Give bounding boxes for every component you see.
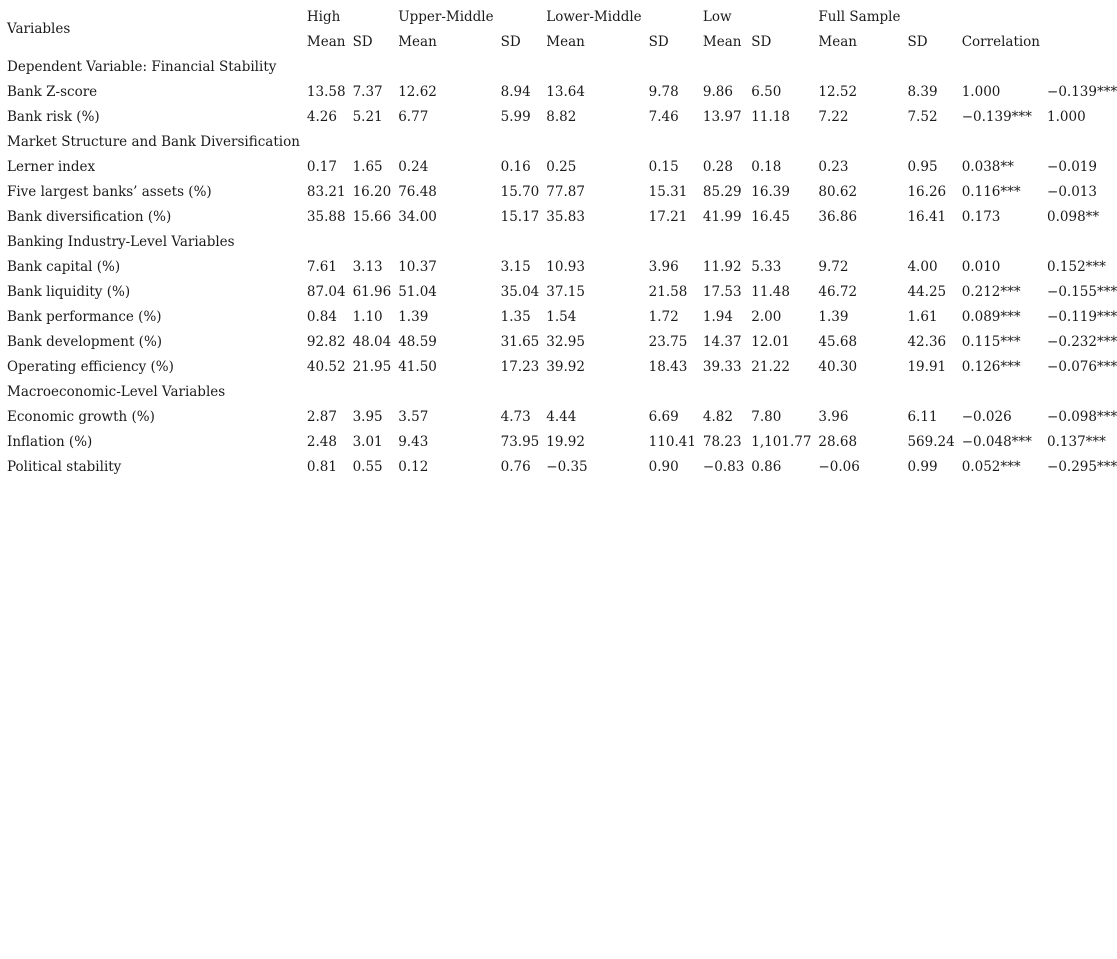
table-cell: 1.000 [961, 83, 1001, 100]
table-cell: −0.026 [961, 408, 1012, 425]
group-header-lower-middle: Lower-Middle [546, 8, 642, 25]
table-cell: −0.076*** [1047, 358, 1117, 375]
section-spacer-cell [539, 54, 641, 79]
mean-header: Mean [702, 33, 742, 50]
section-spacer-cell [346, 229, 392, 254]
table-cell: 21.22 [751, 358, 790, 375]
table-cell: 40.30 [818, 358, 858, 375]
section-spacer-cell [811, 54, 900, 79]
section-spacer-cell [494, 54, 540, 79]
table-cell: 16.45 [751, 208, 790, 225]
table-cell: 3.13 [352, 258, 383, 275]
section-spacer-cell [744, 229, 811, 254]
table-cell: 16.20 [352, 183, 392, 200]
table-cell: 12.52 [818, 83, 858, 100]
table-cell: 7.22 [818, 108, 849, 125]
table-cell: 0.115*** [961, 333, 1021, 350]
table-cell: 13.64 [546, 83, 585, 100]
section-spacer-cell [642, 54, 696, 79]
section-spacer-cell [494, 379, 540, 404]
descriptive-statistics-table [0, 4, 1117, 479]
section-spacer-cell [900, 229, 954, 254]
table-row [0, 354, 1117, 379]
table-cell: 16.39 [751, 183, 790, 200]
table-cell: 48.04 [352, 333, 392, 350]
header-row-groups [0, 4, 1117, 29]
variable-label: Bank Z-score [7, 83, 98, 100]
variable-label: Political stability [7, 458, 122, 475]
table-cell: 0.99 [907, 458, 938, 475]
table-cell: 15.70 [500, 183, 540, 200]
mean-header: Mean [818, 33, 857, 50]
section-spacer-cell [900, 379, 954, 404]
section-spacer-cell [1040, 54, 1117, 79]
section-spacer-cell [900, 129, 954, 154]
table-cell: −0.295*** [1047, 458, 1117, 475]
section-spacer-cell [744, 54, 811, 79]
section-spacer-cell [300, 129, 346, 154]
table-cell: −0.232*** [1047, 333, 1117, 350]
table-cell: 0.038** [961, 158, 1014, 175]
table-cell: 0.86 [751, 458, 782, 475]
correlation-header: Correlation [961, 33, 1041, 50]
table-cell: 0.173 [961, 208, 1001, 225]
section-spacer-cell [696, 54, 744, 79]
table-cell: 0.089*** [961, 308, 1021, 325]
table-cell: 2.48 [306, 433, 337, 450]
section-spacer-cell [300, 54, 346, 79]
table-cell: 4.82 [702, 408, 733, 425]
table-cell: 0.010 [961, 258, 1001, 275]
section-spacer-cell [300, 379, 346, 404]
table-cell: 4.44 [546, 408, 577, 425]
section-header-row [0, 54, 1117, 79]
table-body [0, 4, 1117, 479]
table-cell: 0.152*** [1047, 258, 1106, 275]
table-cell: 15.31 [648, 183, 688, 200]
section-spacer-cell [642, 379, 696, 404]
table-cell: 21.95 [352, 358, 392, 375]
table-cell: 61.96 [352, 283, 392, 300]
section-spacer-cell [391, 229, 493, 254]
table-cell: 0.28 [702, 158, 733, 175]
table-cell: 3.95 [352, 408, 383, 425]
table-cell: 48.59 [398, 333, 437, 350]
table-cell: 3.96 [648, 258, 679, 275]
table-cell: 37.15 [546, 283, 585, 300]
section-spacer-cell [494, 129, 540, 154]
table-cell: 7.37 [352, 83, 383, 100]
table-cell: 5.33 [751, 258, 782, 275]
table-row [0, 254, 1117, 279]
section-spacer-cell [955, 229, 1040, 254]
section-spacer-cell [811, 379, 900, 404]
section-title: Banking Industry-Level Variables [7, 233, 235, 250]
table-cell: 17.23 [500, 358, 540, 375]
table-cell: 17.53 [702, 283, 742, 300]
table-cell: 0.23 [818, 158, 849, 175]
section-spacer-cell [642, 129, 696, 154]
table-cell: 31.65 [500, 333, 540, 350]
table-cell: −0.35 [546, 458, 588, 475]
table-cell: 39.33 [702, 358, 742, 375]
table-cell: 19.92 [546, 433, 585, 450]
sd-header: SD [352, 33, 373, 50]
section-spacer-cell [494, 229, 540, 254]
table-cell: 35.04 [500, 283, 540, 300]
table-cell: 7.52 [907, 108, 938, 125]
table-cell: 6.11 [907, 408, 938, 425]
table-cell: 3.57 [398, 408, 429, 425]
table-cell: 0.16 [500, 158, 531, 175]
group-header-spacer [642, 4, 696, 29]
table-cell: −0.155*** [1047, 283, 1117, 300]
section-spacer-cell [696, 379, 744, 404]
mean-header: Mean [398, 33, 437, 50]
table-cell: 0.126*** [961, 358, 1021, 375]
table-cell: 40.52 [306, 358, 346, 375]
table-cell: 42.36 [907, 333, 947, 350]
table-cell: 12.01 [751, 333, 790, 350]
table-cell: −0.013 [1047, 183, 1097, 200]
mean-header: Mean [306, 33, 346, 50]
table-cell: 18.43 [648, 358, 688, 375]
section-spacer-cell [955, 54, 1040, 79]
table-row [0, 179, 1117, 204]
table-cell: 77.87 [546, 183, 585, 200]
table-cell: 6.77 [398, 108, 429, 125]
table-cell: 11.48 [751, 283, 790, 300]
sd-header: SD [648, 33, 669, 50]
table-cell: 10.93 [546, 258, 585, 275]
table-cell: 1.94 [702, 308, 733, 325]
variables-header: Variables [7, 21, 71, 37]
table-cell: 6.50 [751, 83, 782, 100]
table-row [0, 304, 1117, 329]
table-cell: 0.052*** [961, 458, 1021, 475]
table-cell: 0.81 [306, 458, 337, 475]
table-cell: 16.26 [907, 183, 947, 200]
table-row [0, 279, 1117, 304]
section-spacer-cell [955, 129, 1040, 154]
table-row [0, 329, 1117, 354]
table-cell: 15.17 [500, 208, 540, 225]
section-spacer-cell [346, 129, 392, 154]
section-spacer-cell [1040, 379, 1117, 404]
table-cell: 92.82 [306, 333, 346, 350]
section-spacer-cell [539, 229, 641, 254]
table-cell: −0.048*** [961, 433, 1032, 450]
section-spacer-cell [696, 129, 744, 154]
section-spacer-cell [1040, 229, 1117, 254]
table-cell: 11.92 [702, 258, 742, 275]
group-header-spacer [346, 4, 392, 29]
table-row [0, 79, 1117, 104]
table-cell: 0.212*** [961, 283, 1021, 300]
table-row [0, 429, 1117, 454]
table-cell: 13.58 [306, 83, 346, 100]
table-cell: 4.73 [500, 408, 531, 425]
section-header-row [0, 379, 1117, 404]
table-cell: 51.04 [398, 283, 437, 300]
table-cell: 46.72 [818, 283, 858, 300]
variable-label: Bank liquidity (%) [7, 283, 131, 300]
section-spacer-cell [300, 229, 346, 254]
table-row [0, 404, 1117, 429]
table-cell: 1.10 [352, 308, 383, 325]
variable-label: Operating efficiency (%) [7, 358, 174, 375]
section-spacer-cell [1040, 129, 1117, 154]
table-cell: 6.69 [648, 408, 679, 425]
table-cell: −0.139*** [961, 108, 1032, 125]
table-cell: 1.39 [398, 308, 429, 325]
table-cell: 0.18 [751, 158, 782, 175]
table-cell: −0.019 [1047, 158, 1097, 175]
group-header-high: High [306, 8, 341, 25]
section-spacer-cell [346, 379, 392, 404]
section-spacer-cell [744, 129, 811, 154]
table-row [0, 204, 1117, 229]
table-cell: 80.62 [818, 183, 858, 200]
table-cell: 44.25 [907, 283, 947, 300]
section-spacer-cell [900, 54, 954, 79]
table-cell: −0.83 [702, 458, 745, 475]
group-header-spacer [1040, 4, 1117, 29]
table-cell: 13.97 [702, 108, 742, 125]
table-cell: 36.86 [818, 208, 858, 225]
table-cell: 569.24 [907, 433, 955, 450]
table-cell: 0.55 [352, 458, 383, 475]
table-cell: 7.61 [306, 258, 337, 275]
variable-label: Economic growth (%) [7, 408, 155, 425]
section-header-row [0, 129, 1117, 154]
table-cell: 0.098** [1047, 208, 1100, 225]
table-cell: −0.119*** [1047, 308, 1117, 325]
section-spacer-cell [346, 54, 392, 79]
table-cell: 28.68 [818, 433, 858, 450]
variable-label: Bank performance (%) [7, 308, 162, 325]
section-spacer-cell [391, 379, 493, 404]
group-header-spacer [955, 4, 1040, 29]
section-spacer-cell [696, 229, 744, 254]
table-row [0, 154, 1117, 179]
group-header-low: Low [702, 8, 732, 25]
section-spacer-cell [811, 229, 900, 254]
table-cell: 1.35 [500, 308, 531, 325]
section-title: Macroeconomic-Level Variables [7, 383, 226, 400]
table-cell: 19.91 [907, 358, 947, 375]
table-cell: 4.00 [907, 258, 938, 275]
table-cell: 0.24 [398, 158, 429, 175]
table-cell: 76.48 [398, 183, 437, 200]
section-spacer-cell [391, 129, 493, 154]
section-spacer-cell [391, 54, 493, 79]
table-row [0, 454, 1117, 479]
table-cell: 5.99 [500, 108, 531, 125]
table-cell: 0.137*** [1047, 433, 1106, 450]
table-cell: 0.17 [306, 158, 337, 175]
group-header-upper-middle: Upper-Middle [398, 8, 494, 25]
table-cell: 0.15 [648, 158, 679, 175]
table-cell: 23.75 [648, 333, 688, 350]
table-cell: 2.87 [306, 408, 337, 425]
table-cell: 16.41 [907, 208, 947, 225]
table-cell: 9.43 [398, 433, 429, 450]
table-cell: 8.94 [500, 83, 531, 100]
table-cell: 78.23 [702, 433, 742, 450]
table-cell: 35.88 [306, 208, 346, 225]
table-cell: 4.26 [306, 108, 337, 125]
table-cell: 0.84 [306, 308, 337, 325]
table-cell: 3.01 [352, 433, 383, 450]
table-cell: 7.46 [648, 108, 679, 125]
table-cell: 9.86 [702, 83, 733, 100]
table-cell: 41.99 [702, 208, 742, 225]
section-spacer-cell [539, 379, 641, 404]
variable-label: Bank risk (%) [7, 108, 100, 125]
table-cell: 1.54 [546, 308, 577, 325]
table-cell: 15.66 [352, 208, 392, 225]
table-cell: 17.21 [648, 208, 688, 225]
sd-header: SD [500, 33, 521, 50]
table-cell: 8.39 [907, 83, 938, 100]
table-cell: 85.29 [702, 183, 742, 200]
section-spacer-cell [642, 229, 696, 254]
variable-label: Five largest banks’ assets (%) [7, 183, 212, 200]
section-header-row [0, 229, 1117, 254]
variable-label: Inflation (%) [7, 433, 93, 450]
table-cell: 10.37 [398, 258, 437, 275]
table-cell: 7.80 [751, 408, 782, 425]
table-cell: 1.61 [907, 308, 938, 325]
table-cell: 0.95 [907, 158, 938, 175]
group-header-full-sample: Full Sample [818, 8, 901, 25]
table-cell: 0.12 [398, 458, 429, 475]
table-cell: 1.39 [818, 308, 849, 325]
table-cell: 9.72 [818, 258, 849, 275]
table-cell: 110.41 [648, 433, 696, 450]
group-header-spacer [744, 4, 811, 29]
table-cell: 3.96 [818, 408, 849, 425]
mean-header: Mean [546, 33, 585, 50]
table-cell: 8.82 [546, 108, 577, 125]
table-cell: 32.95 [546, 333, 585, 350]
table-cell: 0.76 [500, 458, 531, 475]
table-cell: 12.62 [398, 83, 437, 100]
table-cell: 39.92 [546, 358, 585, 375]
table-cell: 21.58 [648, 283, 688, 300]
sd-header: SD [907, 33, 928, 50]
table-row [0, 104, 1117, 129]
variable-label: Lerner index [7, 158, 96, 175]
table-cell: 3.15 [500, 258, 531, 275]
table-cell: 5.21 [352, 108, 383, 125]
table-cell: 14.37 [702, 333, 742, 350]
group-header-spacer [494, 4, 540, 29]
table-cell: 87.04 [306, 283, 346, 300]
table-cell: 1.65 [352, 158, 383, 175]
table-cell: −0.098*** [1047, 408, 1117, 425]
table-cell: 11.18 [751, 108, 790, 125]
table-cell: 41.50 [398, 358, 437, 375]
table-cell: −0.06 [818, 458, 860, 475]
table-cell: 0.116*** [961, 183, 1021, 200]
table-cell: 34.00 [398, 208, 437, 225]
table-cell: 45.68 [818, 333, 858, 350]
table-cell: 1,101.77 [751, 433, 812, 450]
section-spacer-cell [744, 379, 811, 404]
section-spacer-cell [955, 379, 1040, 404]
table-cell: 1.72 [648, 308, 679, 325]
section-spacer-cell [539, 129, 641, 154]
section-title: Market Structure and Bank Diversification [7, 133, 300, 150]
table-cell: 0.25 [546, 158, 577, 175]
section-spacer-cell [811, 129, 900, 154]
section-title: Dependent Variable: Financial Stability [7, 58, 277, 75]
table-cell: 2.00 [751, 308, 782, 325]
correlation-header-blank [1040, 29, 1117, 54]
table-cell: 9.78 [648, 83, 679, 100]
variable-label: Bank development (%) [7, 333, 163, 350]
table-cell: 1.000 [1047, 108, 1086, 125]
table-cell: 73.95 [500, 433, 540, 450]
sd-header: SD [751, 33, 772, 50]
table-cell: 35.83 [546, 208, 585, 225]
variable-label: Bank diversification (%) [7, 208, 172, 225]
table-cell: 0.90 [648, 458, 679, 475]
table-cell: 83.21 [306, 183, 346, 200]
group-header-spacer [900, 4, 954, 29]
table-cell: −0.139*** [1047, 83, 1117, 100]
variable-label: Bank capital (%) [7, 258, 121, 275]
